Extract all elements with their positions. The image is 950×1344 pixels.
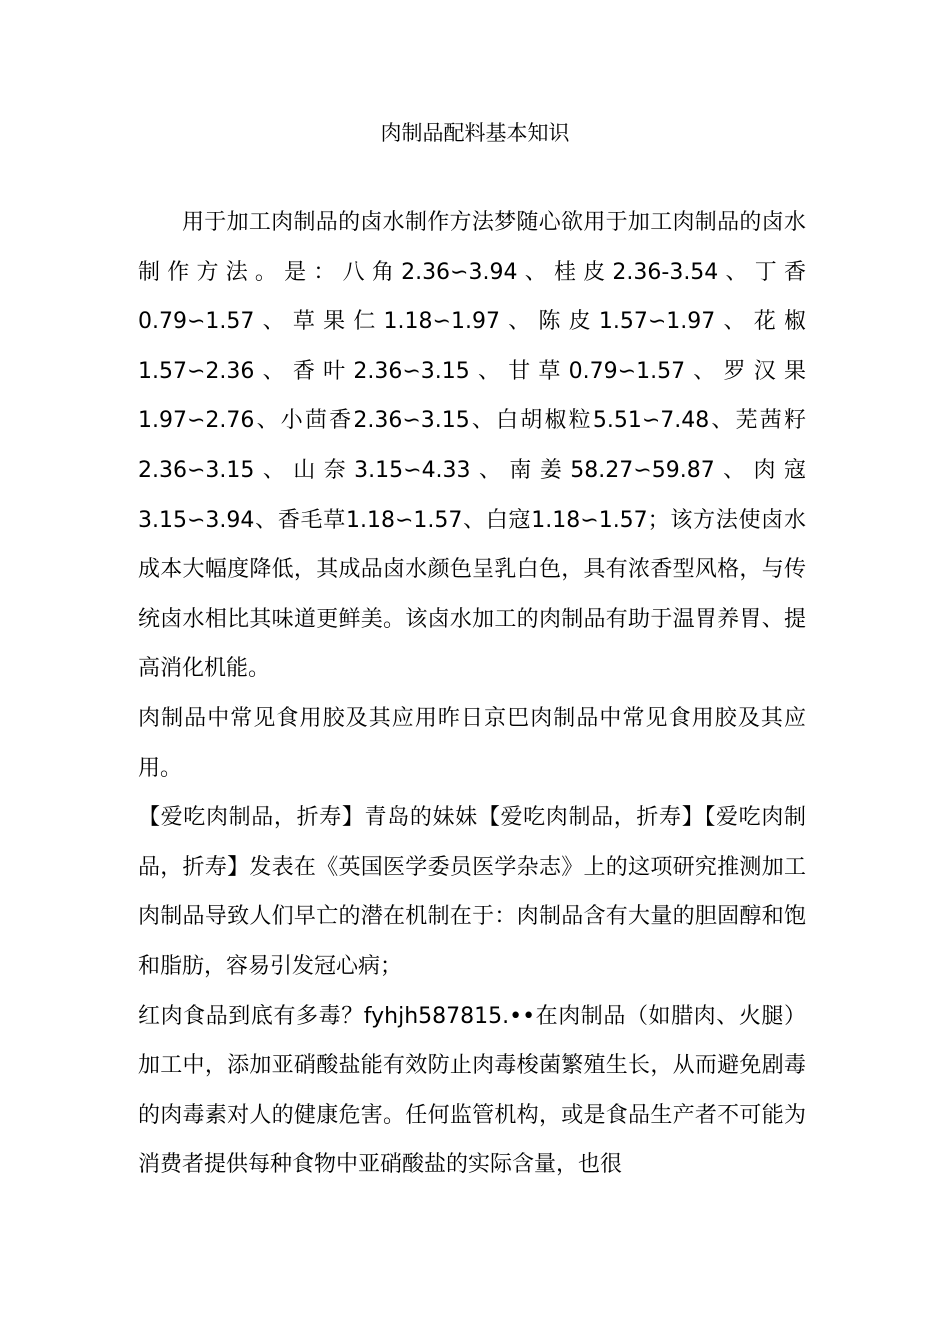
paragraph-meat-lifespan: 【爱吃肉制品，折寿】青岛的妹妹【爱吃肉制品，折寿】【爱吃肉制品，折寿】发表在《英国医学委员医学杂志》上的这项研究推测加工肉制品导致人们早亡的潜在机制在于：肉制品含有大量的胆固醇和饱和脂肪，容易引发冠心病； <box>138 805 806 979</box>
document-body <box>138 198 806 1190</box>
document-title: 肉制品配料基本知识 <box>380 121 570 145</box>
paragraph-red-meat-nitrite: 红肉食品到底有多毒？fyhjh587815.••在肉制品（如腊肉、火腿）加工中，添加亚硝酸盐能有效防止肉毒梭菌繁殖生长，从而避免剧毒的肉毒素对人的健康危害。任何监管机构，或是食品生产者不可能为消费者提供每种食物中亚硝酸盐的实际含量，也很 <box>138 1003 806 1178</box>
paragraph-edible-gum: 肉制品中常见食用胶及其应用昨日京巴肉制品中常见食用胶及其应用。 <box>138 705 806 781</box>
paragraph-brine-method: 用于加工肉制品的卤水制作方法梦随心欲用于加工肉制品的卤水制作方法。是：八角2.36∽3.94、桂皮2.36-3.54、丁香0.79∽1.57、草果仁1.18∽1.97、陈皮1.57∽1.97、花椒1.57∽2.36、香叶2.36∽3.15、甘草0.79∽1.57、罗汉果1.97∽2.76、小茴香2.36∽3.15、白胡椒粒5.51∽7.48、芜茜籽2.36∽3.15、山奈3.15∽4.33、南姜58.27∽59.87、肉寇3.15∽3.94、香毛草1.18∽1.57、白寇1.18∽1.57；该方法使卤水成本大幅度降低，其成品卤水颜色呈乳白色，具有浓香型风格，与传统卤水相比其味道更鲜美。该卤水加工的肉制品有助于温胃养胃、提高消化机能。 <box>138 210 806 682</box>
